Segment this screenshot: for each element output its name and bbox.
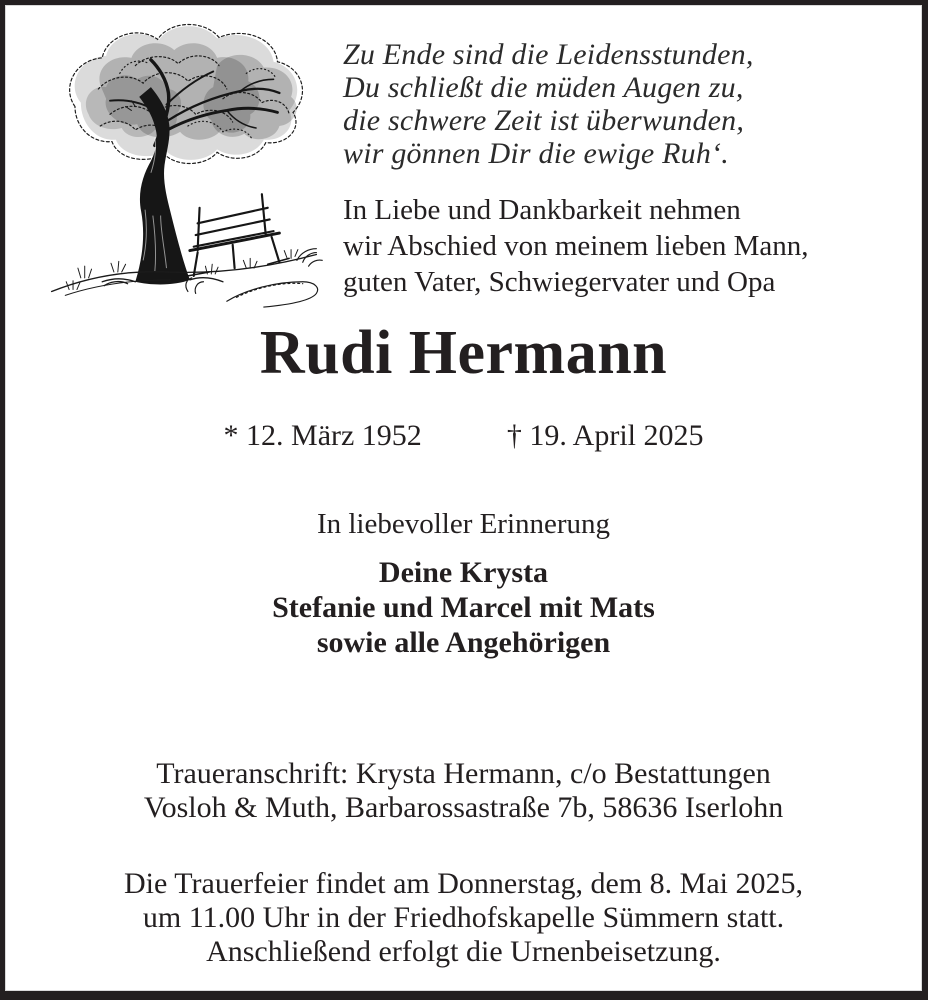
mourning-address xyxy=(5,757,922,825)
poem-line: die schwere Zeit ist überwunden, xyxy=(343,104,745,137)
mourners-list xyxy=(5,555,922,660)
funeral-info xyxy=(5,867,922,969)
poem-line: Zu Ende sind die Leidensstunden, xyxy=(343,38,754,71)
farewell-line: wir Abschied von meinem lieben Mann, xyxy=(343,230,809,262)
funeral-line: Anschließend erfolgt die Urnenbeisetzung. xyxy=(206,935,721,968)
address-line: Traueranschrift: Krysta Hermann, c/o Bestattungen xyxy=(156,757,771,790)
farewell-line: In Liebe und Dankbarkeit nehmen xyxy=(343,194,741,226)
poem-line: Du schließt die müden Augen zu, xyxy=(343,71,744,104)
memorial-poem xyxy=(343,38,754,170)
farewell-line: guten Vater, Schwiegervater und Opa xyxy=(343,266,776,298)
death-date: † 19. April 2025 xyxy=(506,419,704,452)
farewell-text xyxy=(343,192,809,300)
remembrance-line: In liebevoller Erinnerung xyxy=(316,508,611,540)
deceased-name: Rudi Hermann xyxy=(259,319,668,387)
mourner-line: Deine Krysta xyxy=(378,556,549,589)
poem-line: wir gönnen Dir die ewige Ruh‘. xyxy=(343,137,729,170)
address-line: Vosloh & Muth, Barbarossastraße 7b, 58636 Iserlohn xyxy=(143,791,784,824)
life-dates xyxy=(5,419,922,453)
birth-date: * 12. März 1952 xyxy=(223,419,422,452)
funeral-line: Die Trauerfeier findet am Donnerstag, dem 8. Mai 2025, xyxy=(124,867,803,900)
mourner-line: sowie alle Angehörigen xyxy=(316,626,611,659)
funeral-line: um 11.00 Uhr in der Friedhofskapelle Sümmern statt. xyxy=(142,901,785,934)
tree-with-bench-illustration xyxy=(38,17,330,309)
mourner-line: Stefanie und Marcel mit Mats xyxy=(272,591,655,624)
tree-bench-sketch-icon xyxy=(38,17,330,309)
